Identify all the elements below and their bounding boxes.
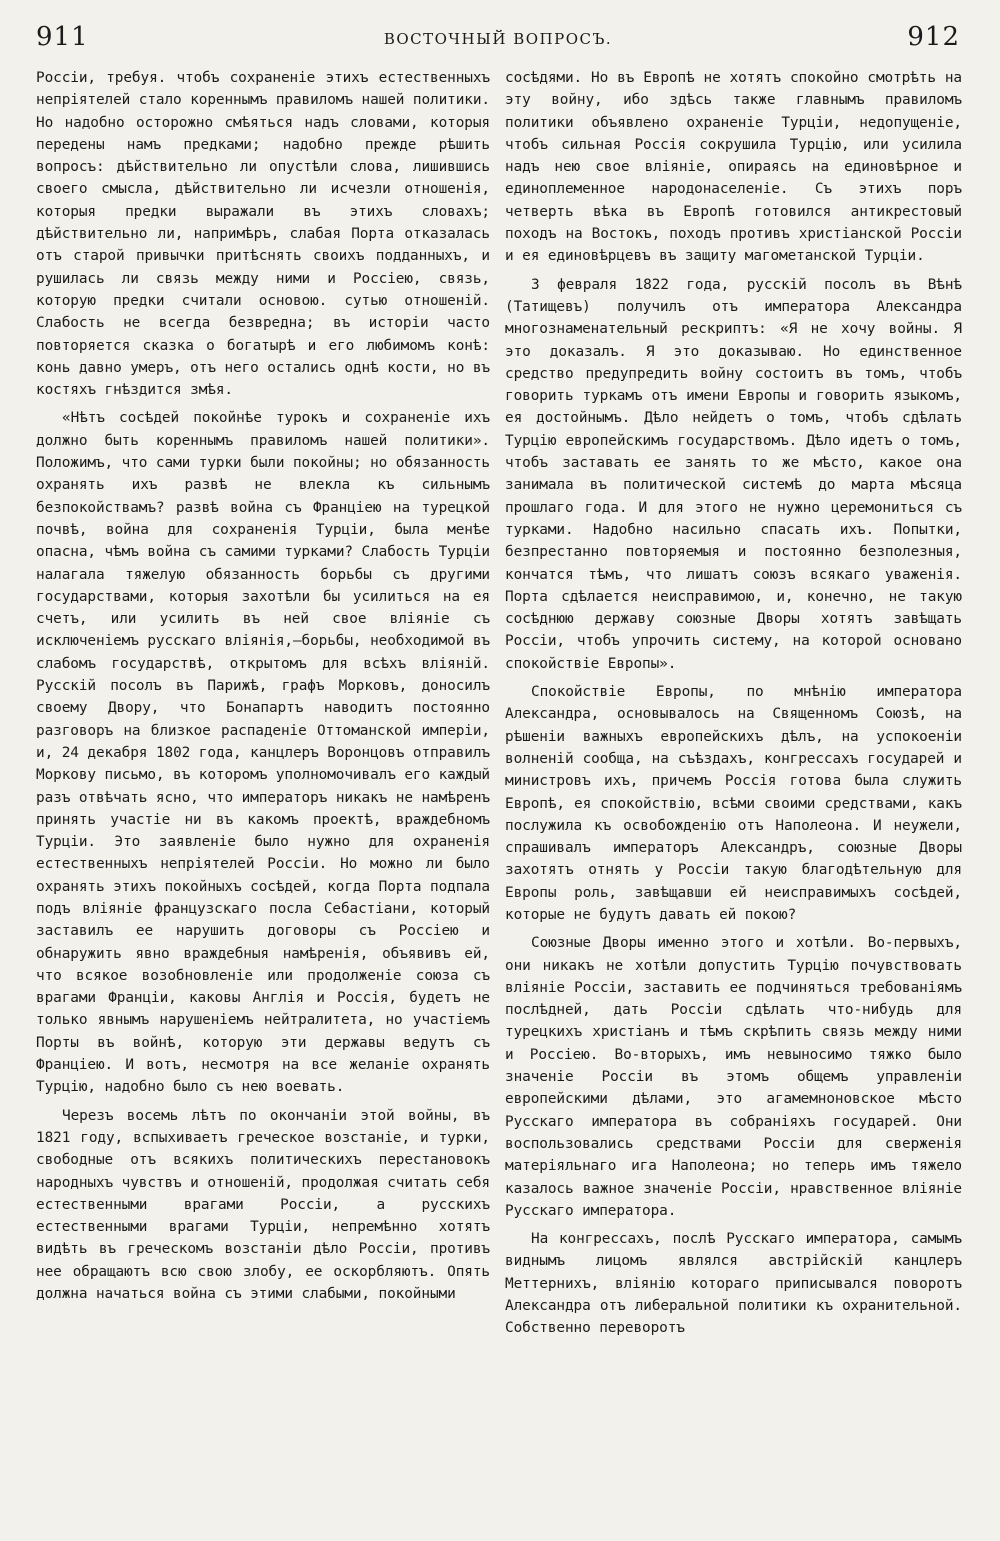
paragraph: Черезъ восемь лѣтъ по окончаніи этой войны, въ 1821 году, вспыхиваетъ греческое возстаніе, и турки, свободные отъ всякихъ политическихъ перестановокъ народныхъ чувствъ и отношеній, продолжая считать себя естественными врагами Россіи, а русскихъ естественными врагами Турціи, непремѣнно хотятъ видѣть въ греческомъ возстаніи дѣло Россіи, противъ нее обращаютъ всю свою злобу, ее оскорбляютъ. Опять должна начаться война съ этими слабыми, покойными <box>36 1107 490 1303</box>
paragraph: сосѣдями. Но въ Европѣ не хотятъ спокойно смотрѣть на эту войну, ибо здѣсь также главнымъ правиломъ политики объявлено охраненіе Турціи, недопущеніе, чтобъ сильная Россія сокрушила Турцію, или усилила надъ нею свое вліяніе, опираясь на единовѣрное и единоплеменное народонаселеніе. Съ этихъ поръ четверть вѣка въ Европѣ готовился антикрестовый походъ на Востокъ, походъ противъ христіанской Россіи и ея единовѣрцевъ въ защиту магометанской Турціи. <box>505 70 962 265</box>
right-column <box>505 67 962 1340</box>
paragraph: «Нѣтъ сосѣдей покойнѣе турокъ и сохраненіе ихъ должно быть кореннымъ правиломъ нашей политики». Положимъ, что сами турки были покойны; но обязанность охранять ихъ развѣ не влекла къ сильнымъ безпокойствамъ? развѣ война съ Франціею на турецкой почвѣ, война для сохраненія Турціи, была менѣе опасна, чѣмъ война съ самими турками? Слабость Турціи налагала тяжелую обязанность борьбы съ другими государствами, которыя захотѣли бы усилиться на ея счетъ, или усилить въ ней свое вліяніе съ исключеніемъ русскаго вліянія,—борьбы, необходимой въ слабомъ государствѣ, открытомъ для всѣхъ вліяній. Русскій посолъ въ Парижѣ, графъ Морковъ, доносилъ своему Двору, что Бонапартъ наводитъ постоянно разговоръ на близкое распаденіе Оттоманской имперіи, и, 24 декабря 1802 года, канцлеръ Воронцовъ отправилъ Моркову письмо, въ которомъ уполномочивалъ его каждый разъ отвѣчать ясно, что императоръ никакъ не намѣренъ принять участіе ни въ какомъ проектѣ, враждебномъ Турціи. Это заявленіе было нужно для охраненія естественныхъ непріятелей Россіи. Но можно ли было охранять этихъ покойныхъ сосѣдей, когда Порта подпала подъ вліяніе французскаго посла Себастіани, который заставилъ ее нарушить договоры съ Россіею и обнаружить явно враждебныя намѣренія, объявивъ ей, что всякое возобновленіе или продолженіе союза съ врагами Франціи, каковы Англія и Россія, будетъ не только явнымъ нарушеніемъ нейтралитета, но участіемъ Порты въ войнѣ, которую эти державы ведутъ съ Франціею. И вотъ, несмотря на все желаніе охранять Турцію, надобно было съ нею воевать. <box>36 410 490 1096</box>
paragraph: Россіи, требуя. чтобъ сохраненіе этихъ естественныхъ непріятелей стало кореннымъ правиломъ нашей политики. Но надобно осторожно смѣяться надъ словами, которыя передены намъ предками; надобно прежде рѣшить вопросъ: дѣйствительно ли опустѣли слова, лишившись своего смысла, дѣйствительно ли исчезли отношенія, которыя предки выражали въ этихъ словахъ; дѣйствительно ли, напримѣръ, слабая Порта отказалась отъ старой привычки притѣснять своихъ подданныхъ, и рушилась ли связь между ними и Россіею, связь, которую предки считали основою. сутью отношеній. Слабость не всегда безвредна; въ исторіи часто повторяется сказка о богатырѣ и его любимомъ конѣ: конь давно умеръ, отъ него остались однѣ кости, но въ костяхъ гнѣздится змѣя. <box>36 70 490 399</box>
running-title: ВОСТОЧНЫЙ ВОПРОСЪ. <box>383 30 613 48</box>
page-number-right: 912 <box>907 22 960 52</box>
page-header <box>36 22 960 62</box>
paragraph: На конгрессахъ, послѣ Русскаго императора, самымъ виднымъ лицомъ являлся австрійскій канцлеръ Меттернихъ, вліянію котораго приписывался поворотъ Александра отъ либеральной политики къ охранительной. Собственно переворотъ <box>505 1231 962 1337</box>
left-column <box>36 67 490 1305</box>
page-number-left: 911 <box>36 22 89 52</box>
paragraph: 3 февраля 1822 года, русскій посолъ въ Вѣнѣ (Татищевъ) получилъ отъ императора Александра многознаменательный рескриптъ: «Я не хочу войны. Я это доказалъ. Я это доказываю. Но единственное средство предупредить войну состоитъ въ томъ, чтобъ говорить туркамъ отъ имени Европы и говорить языкомъ, ея достойнымъ. Дѣло нейдетъ о томъ, чтобъ сдѣлать Турцію европейскимъ государствомъ. Дѣло идетъ о томъ, чтобъ заставать ее занять то же мѣсто, какое она занимала въ политической системѣ до марта мѣсяца прошлаго года. И для этого не нужно церемониться съ турками. Надобно насильно спасать ихъ. Попытки, безпрестанно повторяемыя и постоянно безполезныя, кончатся тѣмъ, что лишатъ союзъ всякаго уваженія. Порта сдѣлается неисправимою, и, конечно, не такую сосѣднюю державу союзные Дворы хотятъ завѣщать Россіи, чтобъ упрочить систему, на которой основано спокойствіе Европы». <box>505 276 962 672</box>
paragraph: Спокойствіе Европы, по мнѣнію императора Александра, основывалось на Священномъ Союзѣ, на рѣшеніи важныхъ европейскихъ дѣлъ, на успокоеніи волненій сообща, на съѣздахъ, конгрессахъ государей и министровъ ихъ, причемъ Россія готова была служить Европѣ, ея спокойствію, всѣми своими средствами, какъ послужила къ освобожденію отъ Наполеона. И неужели, спрашивалъ императоръ Александръ, союзные Дворы захотятъ отнять у Россіи такую благодѣтельную для Европы роль, завѣщавши ей неисправимыхъ сосѣдей, которые не будутъ давать ей покою? <box>505 684 962 923</box>
paragraph: Союзные Дворы именно этого и хотѣли. Во-первыхъ, они никакъ не хотѣли допустить Турцію почувствовать вліяніе Россіи, заставить ее подчиняться требованіямъ послѣдней, дать Россіи сдѣлать что-нибудь для турецкихъ христіанъ и тѣмъ скрѣпить связь между ними и Россіею. Во-вторыхъ, имъ невыносимо тяжко было значеніе Россіи въ этомъ общемъ управленіи европейскими дѣлами, это агамемноновское мѣсто Русскаго императора въ собраніяхъ государей. Они воспользовались средствами Россіи для сверженія матеріяльнаго ига Наполеона; но теперь имъ тяжело казалось важное значеніе Россіи, нравственное вліяніе Русскаго императора. <box>505 935 962 1219</box>
